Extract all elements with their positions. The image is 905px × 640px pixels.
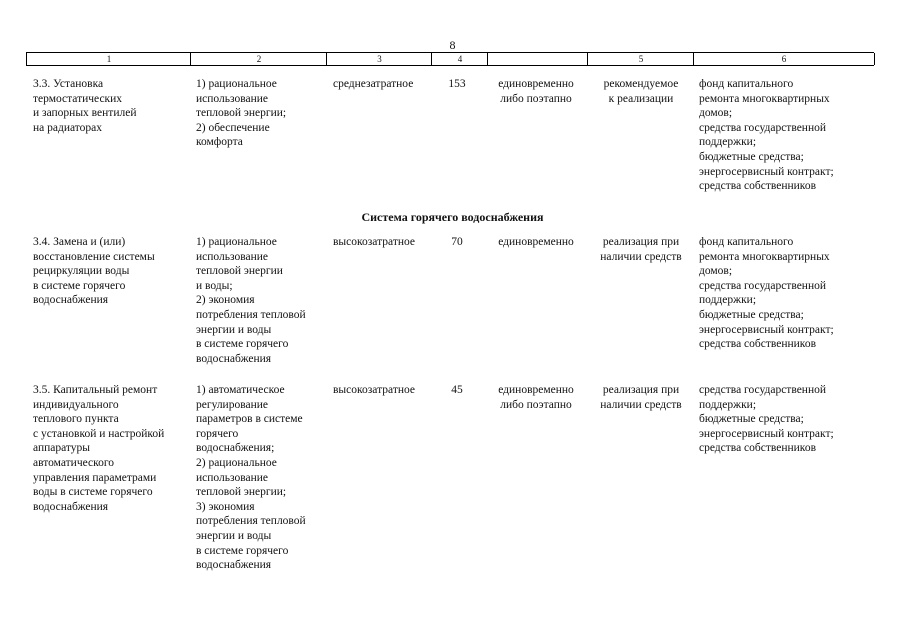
status-cell: рекомендуемое к реализации bbox=[603, 78, 679, 105]
timing-cell: единовременно либо поэтапно bbox=[498, 78, 574, 105]
measure-cell: 3.5. Капитальный ремонт индивидуального теплового пункта с установкой и настройкой аппаратуры автоматического управления параметрами воды в системе горячего водоснабжения bbox=[33, 384, 165, 513]
header-cell-1: 1 bbox=[26, 53, 191, 65]
header-cell-6: 6 bbox=[693, 53, 875, 65]
table-header-row bbox=[26, 52, 874, 66]
cost-cell: высокозатратное bbox=[333, 236, 416, 248]
sources-cell: фонд капитального ремонта многоквартирных домов; средства государственной поддержки; бюджетные средства; энергосервисный контракт; средства собственников bbox=[699, 236, 834, 351]
value-cell: 45 bbox=[451, 384, 463, 396]
status-cell: реализация при наличии средств bbox=[600, 236, 682, 263]
measure-cell: 3.3. Установка термостатических и запорных вентилей на радиаторах bbox=[33, 78, 137, 134]
page-number: 8 bbox=[449, 38, 456, 52]
cost-cell: среднезатратное bbox=[333, 78, 414, 90]
value-cell: 70 bbox=[451, 236, 463, 248]
measure-cell: 3.4. Замена и (или) восстановление системы рециркуляции воды в системе горячего водоснабжения bbox=[33, 236, 155, 307]
header-cell-3: 3 bbox=[326, 53, 432, 65]
value-cell: 153 bbox=[448, 78, 466, 90]
header-cell-2: 2 bbox=[190, 53, 327, 65]
goal-cell: 1) автоматическое регулирование параметров в системе горячего водоснабжения; 2) рациональное использование тепловой энергии; 3) экономия потребления тепловой энергии и воды в системе горячего водоснабжения bbox=[196, 384, 306, 572]
status-cell: реализация при наличии средств bbox=[600, 384, 682, 411]
sources-cell: средства государственной поддержки; бюджетные средства; энергосервисный контракт; средства собственников bbox=[699, 384, 834, 455]
goal-cell: 1) рациональное использование тепловой энергии; 2) обеспечение комфорта bbox=[196, 78, 287, 149]
header-cell-5: 5 bbox=[587, 53, 694, 65]
sources-cell: фонд капитального ремонта многоквартирных домов; средства государственной поддержки; бюджетные средства; энергосервисный контракт; средства собственников bbox=[699, 78, 834, 193]
timing-cell: единовременно bbox=[498, 236, 574, 248]
cost-cell: высокозатратное bbox=[333, 384, 416, 396]
timing-cell: единовременно либо поэтапно bbox=[498, 384, 574, 411]
goal-cell: 1) рациональное использование тепловой энергии и воды; 2) экономия потребления тепловой энергии и воды в системе горячего водоснабжения bbox=[196, 236, 306, 365]
header-cell-blank bbox=[487, 53, 588, 65]
section-title: Система горячего водоснабжения bbox=[361, 210, 544, 224]
header-cell-4: 4 bbox=[431, 53, 488, 65]
